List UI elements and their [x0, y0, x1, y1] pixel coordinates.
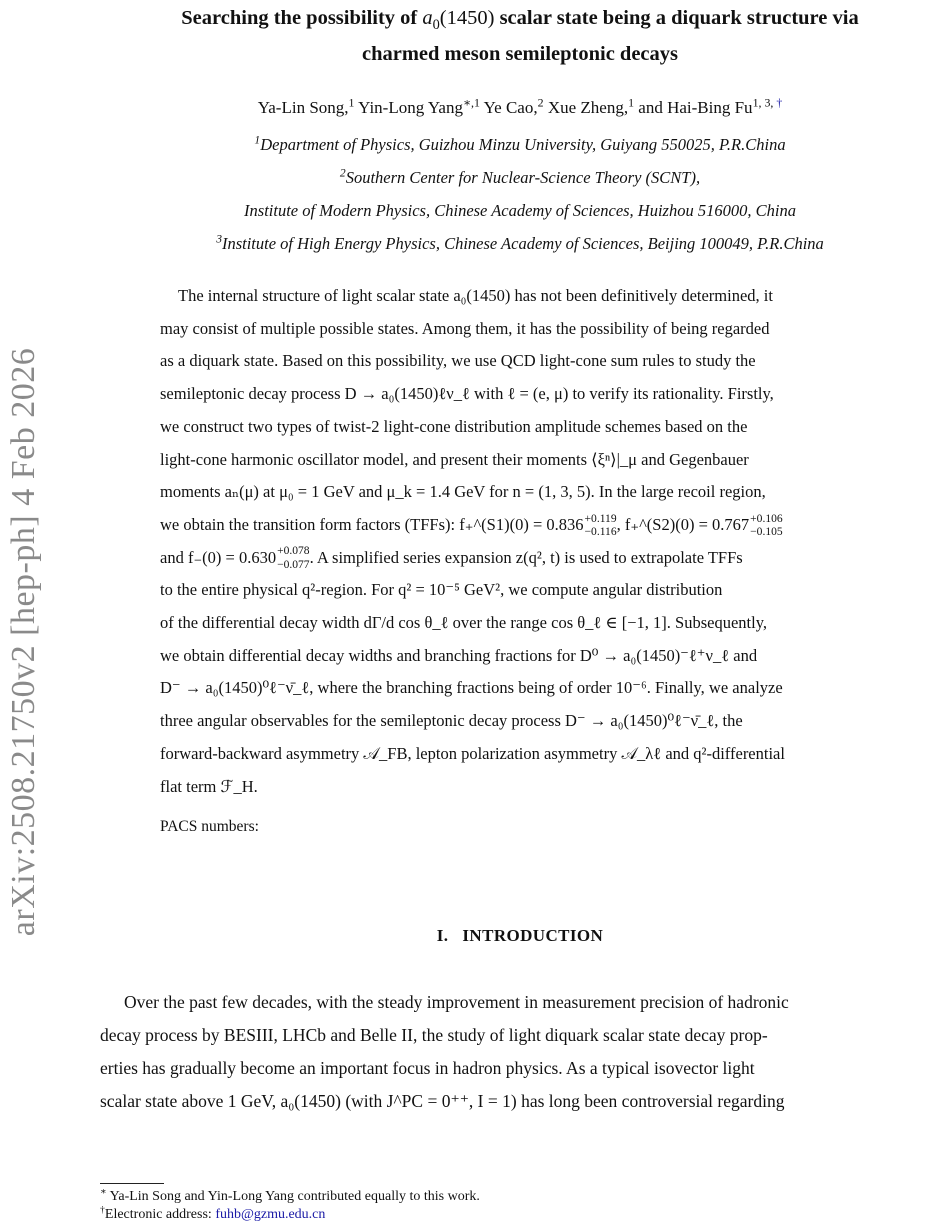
author-list: Ya-Lin Song,$^1$ Yin-Long Yang$^{∗,1}$ Ye Cao,$^2$ Xue Zheng,$^1$ and Hai-Bing $Fu^{1, 3, \dagger}$	[257, 95, 783, 117]
abstract-line: flat term ℱ_H.	[160, 776, 258, 796]
paper-title	[100, 0, 940, 72]
intro-line: Over the past few decades, with the steady improvement in measurement precision of hadronic	[124, 992, 789, 1012]
intro-line: scalar state above 1 GeV, a₀(1450) (with J^PC = 0⁺⁺, I = 1) has long been controversial regarding	[100, 1091, 785, 1111]
section-heading-introduction: I. INTRODUCTION	[436, 926, 604, 945]
title-line-2: charmed meson semileptonic decays	[362, 43, 678, 65]
introduction-text	[100, 986, 946, 1118]
author-1: Ya-Lin Song,	[257, 98, 349, 117]
author-3: Ye Cao,	[483, 98, 538, 117]
footnote-equal-contribution: ∗ Ya-Lin Song and Yin-Long Yang contributed equally to this work.	[100, 1186, 480, 1204]
email-link[interactable]: fuhb@gzmu.edu.cn	[215, 1207, 326, 1222]
footnotes	[100, 1188, 480, 1206]
abstract-line: may consist of multiple possible states. Among them, it has the possibility of being regarded	[160, 318, 770, 338]
arxiv-identifier	[2, 312, 46, 972]
corresponding-author-link[interactable]: †	[776, 95, 783, 110]
author-5: and Hai-Bing Fu	[638, 98, 753, 117]
affiliation-2: $^2$Southern Center for Nuclear-Science Theory (SCNT),	[339, 167, 701, 187]
abstract-line: forward-backward asymmetry 𝒜_FB, lepton polarization asymmetry 𝒜_λℓ and q²-differential	[160, 743, 785, 763]
abstract-line: The internal structure of light scalar state a₀(1450) has not been definitively determined, it	[178, 286, 773, 305]
abstract-line: semileptonic decay process D → a₀(1450)ℓν_ℓ with ℓ = (e, μ) to verify its rationality. Firstly,	[160, 384, 774, 404]
arxiv-id-text: arXiv:2508.21750v2 [hep-ph] 4 Feb 2026	[5, 347, 43, 937]
abstract-line: we obtain differential decay widths and branching fractions for D⁰ → a₀(1450)⁻ℓ⁺ν_ℓ and	[160, 645, 758, 665]
abstract-line: light-cone harmonic oscillator model, and present their moments ⟨ξⁿ⟩|_μ and Gegenbauer	[160, 449, 749, 469]
abstract-line: D⁻ → a₀(1450)⁰ℓ⁻ν̄_ℓ, where the branching fractions being of order 10⁻⁶. Finally, we analyze	[160, 678, 783, 698]
affiliation-3: $^3$Institute of High Energy Physics, Chinese Academy of Sciences, Beijing 100049, P.R.China	[216, 233, 824, 253]
author-2: Yin-Long Yang	[358, 98, 463, 117]
footnote-rule	[100, 1183, 164, 1184]
abstract-line: of the differential decay width dΓ/d cos θ_ℓ over the range cos θ_ℓ ∈ [−1, 1]. Subsequently,	[160, 613, 768, 633]
author-4: Xue Zheng,	[547, 98, 629, 117]
abstract-line-fminus: and f₋(0) = 0.630 +0.078 −0.077 . A simplified series expansion z(q², t) is used to extrapolate TFFs	[160, 545, 743, 571]
abstract	[160, 280, 886, 803]
abstract-line: three angular observables for the semileptonic decay process D⁻ → a₀(1450)⁰ℓ⁻ν̄_ℓ, the	[160, 711, 743, 731]
affiliation-1: $^1$Department of Physics, Guizhou Minzu University, Guiyang 550025, P.R.China	[254, 134, 786, 154]
intro-line: decay process by BESIII, LHCb and Belle II, the study of light diquark scalar state decay prop-	[100, 1025, 768, 1045]
intro-line: erties has gradually become an important focus in hadron physics. As a typical isovector light	[100, 1058, 755, 1078]
abstract-line-tffs: we obtain the transition form factors (TFFs): f₊^(S1)(0) = 0.836 +0.119 −0.116 , f₊^(S2)(0) = 0.767 +0.106 −0.105	[160, 512, 783, 539]
title-line-1: Searching the possibility of $a_0(1450)$ scalar state being a diquark structure via	[181, 7, 859, 34]
abstract-line: we construct two types of twist-2 light-cone distribution amplitude schemes based on the	[160, 416, 748, 436]
abstract-line: to the entire physical q²-region. For q² = 10⁻⁵ GeV², we compute angular distribution	[160, 580, 723, 600]
affiliation-2-continued: Institute of Modern Physics, Chinese Academy of Sciences, Huizhou 516000, China	[244, 201, 796, 220]
pacs-numbers: PACS numbers:	[160, 818, 259, 835]
abstract-line: as a diquark state. Based on this possibility, we use QCD light-cone sum rules to study the	[160, 351, 756, 371]
abstract-line: moments aₙ(μ) at μ₀ = 1 GeV and μ_k = 1.4 GeV for n = (1, 3, 5). In the large recoil region,	[160, 482, 766, 502]
footnote-email: †Electronic address: fuhb@gzmu.edu.cn	[100, 1204, 326, 1222]
